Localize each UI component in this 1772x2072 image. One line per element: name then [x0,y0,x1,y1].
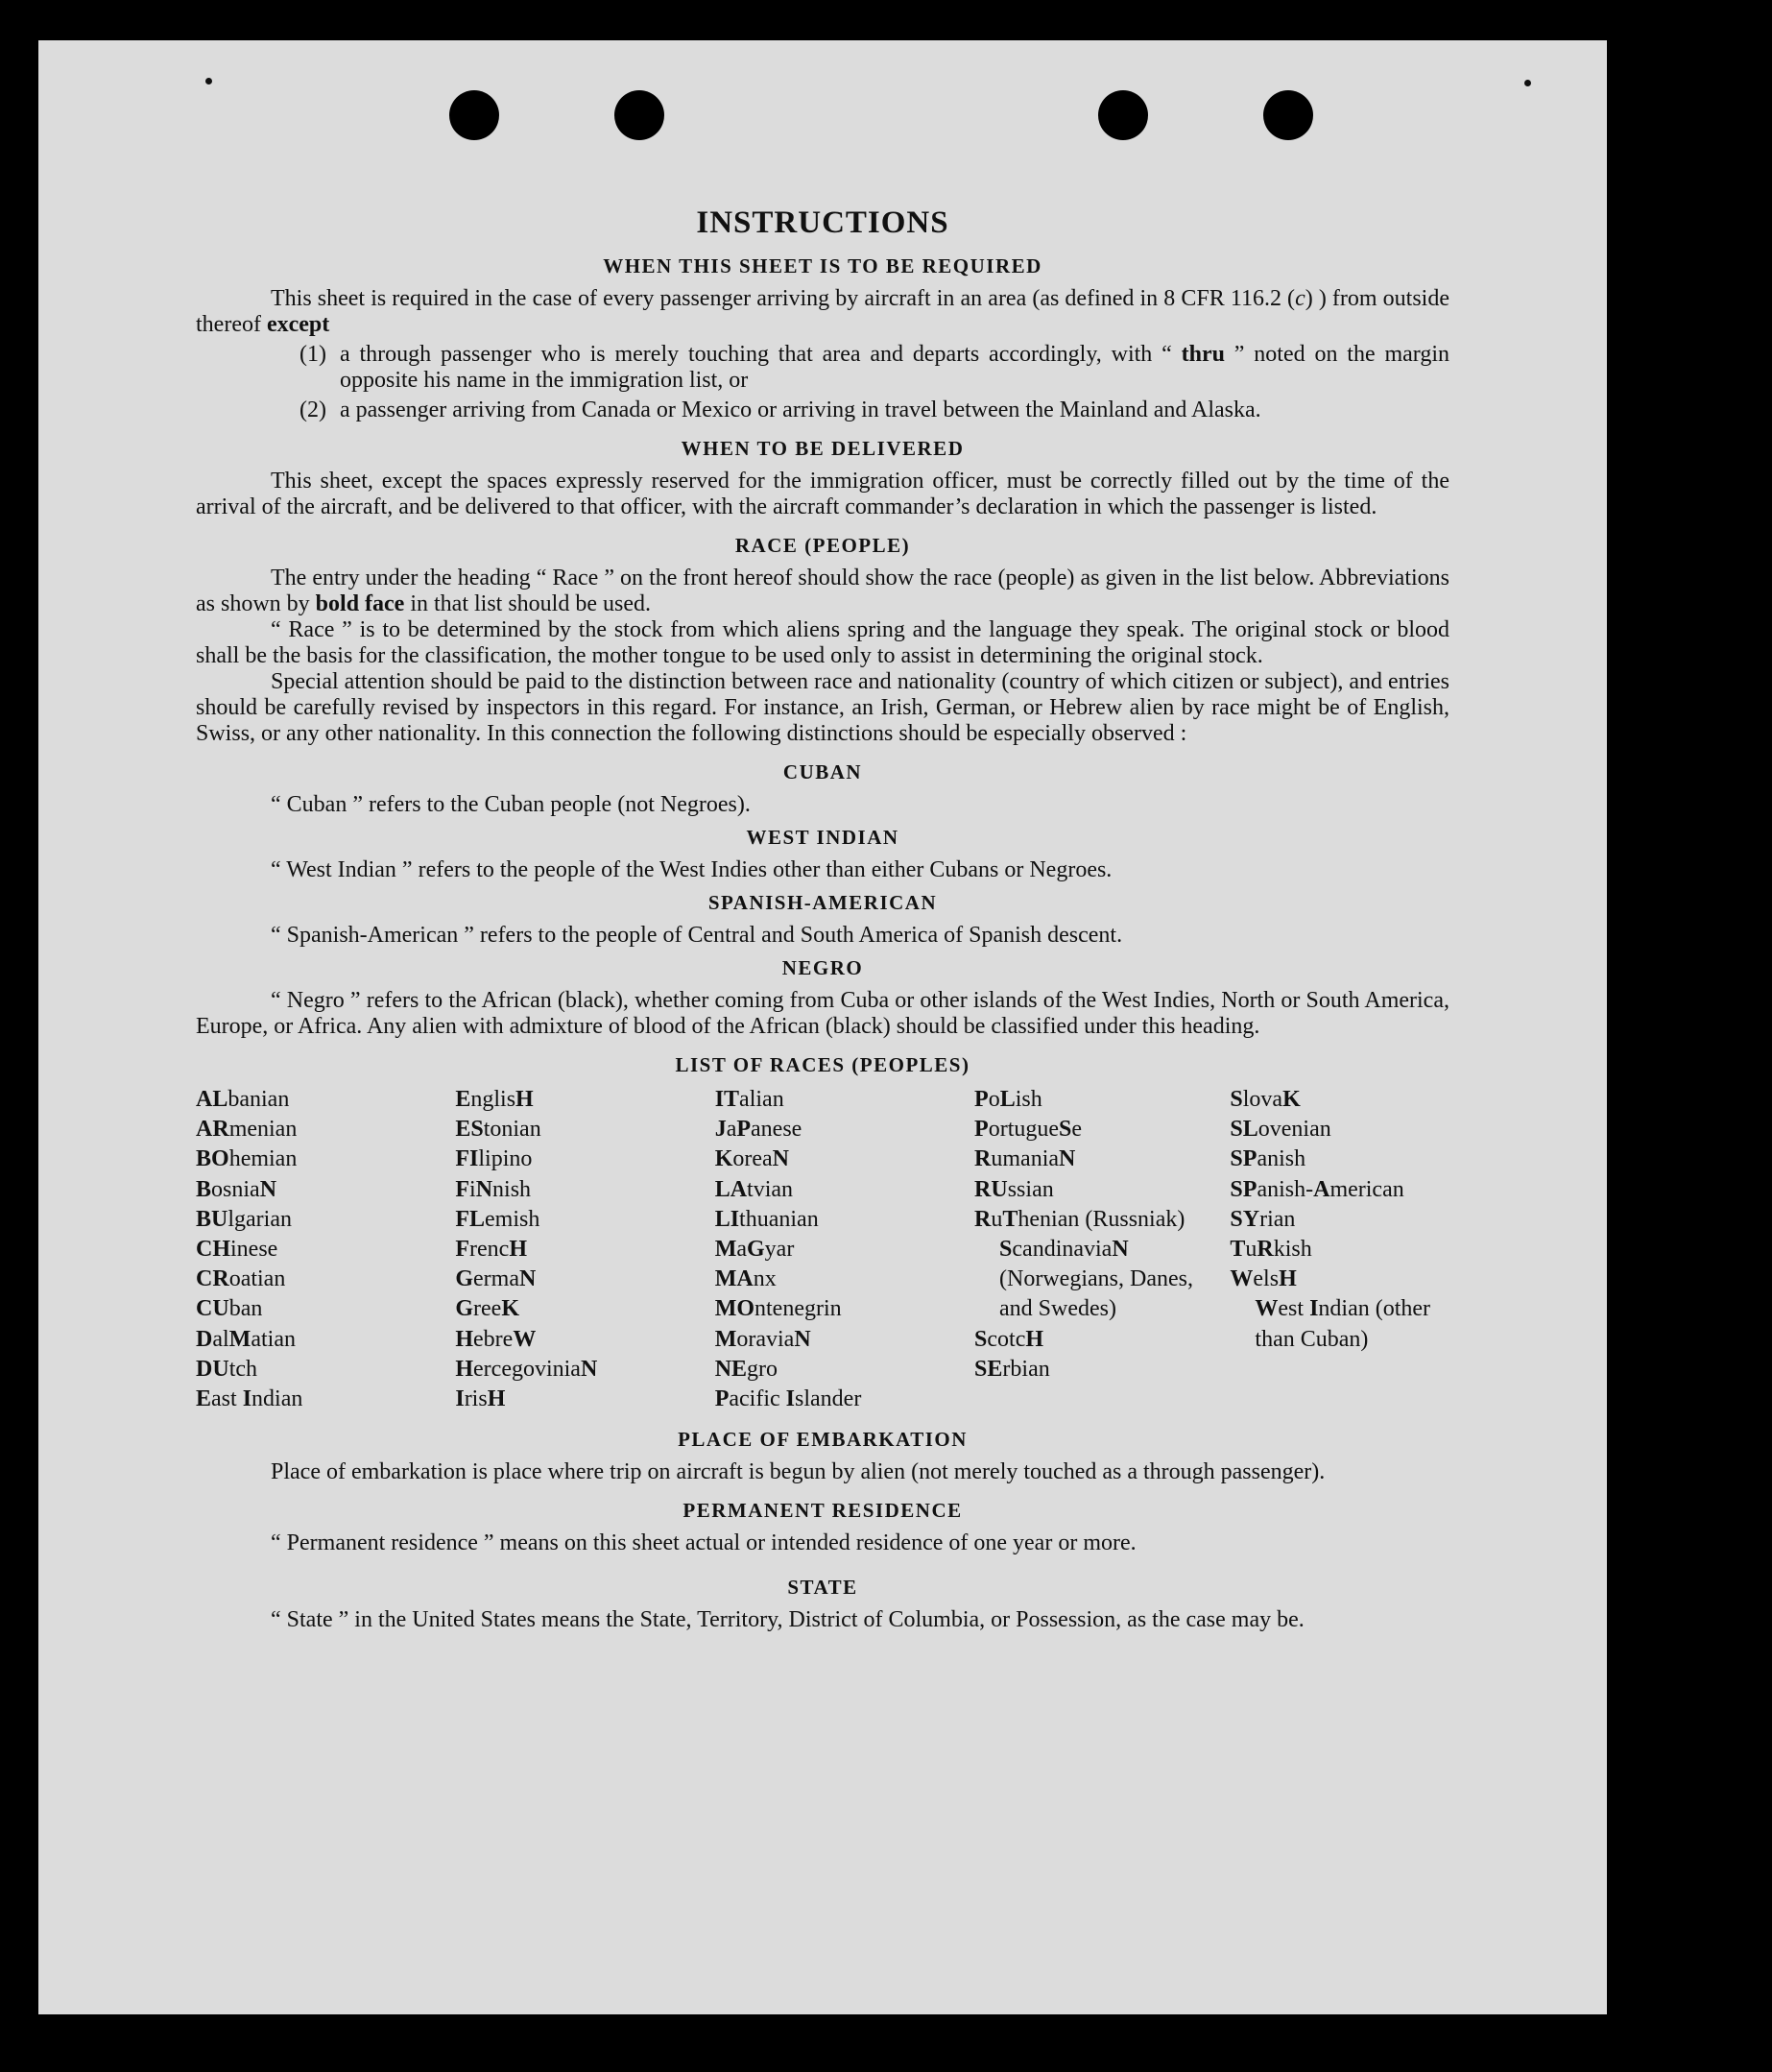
document-page [38,40,1607,2014]
race-item: SYrian [1230,1206,1296,1232]
race-item: MaGyar [714,1237,795,1263]
races-column [455,1085,714,1414]
paragraph: Place of embarkation is place where trip on aircraft is begun by alien (not merely touched as a through passenger). [271,1459,1326,1485]
races-column [196,1085,455,1414]
race-item: West Indian (other than Cuban) [1255,1296,1431,1352]
races-column [715,1085,974,1414]
race-item: DalMatian [196,1326,296,1352]
races-list [196,1085,1449,1414]
paragraph: The entry under the heading “ Race ” on the front hereof should show the race (people) as given in the list below. Abbreviations as shown by bold face in that list should be used. [196,566,1449,616]
list-item: (1) a through passenger who is merely touching that area and departs accordingly, with “ thru ” noted on the margin opposite his name in the immigration list, or [299,342,1450,393]
race-item: HebreW [455,1326,537,1352]
race-item: FIlipino [455,1146,533,1172]
race-item: JaPanese [714,1117,802,1143]
race-item: ALbanian [196,1087,290,1112]
race-item: ITalian [714,1087,784,1112]
race-item: FiNnish [455,1176,532,1202]
section-heading: STATE [787,1576,858,1600]
race-item: GreeK [455,1296,519,1322]
race-item: RUssian [974,1176,1054,1202]
paragraph: This sheet is required in the case of every passenger arriving by aircraft in an area (as defined in 8 CFR 116.2 (c) ) from outside thereof except [196,286,1449,337]
race-item: PoLish [974,1087,1042,1112]
race-item: BOhemian [196,1146,298,1172]
race-item: MAnx [714,1266,777,1292]
race-item: SlovaK [1230,1087,1301,1112]
race-item: NEgro [714,1356,778,1382]
paragraph: “ Negro ” refers to the African (black), whether coming from Cuba or other islands of the West Indies, North or South America, Europe, or Africa. Any alien with admixture of blood of the African (black) should be classified under this heading. [196,988,1449,1039]
punch-hole [449,90,499,140]
race-item: IrisH [455,1386,506,1412]
paragraph: This sheet, except the spaces expressly reserved for the immigration officer, must be correctly filled out by the time of the arrival of the aircraft, and be delivered to that officer, with the aircraft commander’s declaration in which the passenger is listed. [196,469,1449,519]
race-item: TuRkish [1230,1237,1312,1263]
race-item: BosniaN [196,1176,277,1202]
section-heading: WEST INDIAN [746,826,899,849]
speck [1524,80,1531,86]
paragraph: “ State ” in the United States means the State, Territory, District of Columbia, or Possession, as the case may be. [271,1607,1305,1633]
race-item: MoraviaN [714,1326,811,1352]
paragraph: “ Race ” is to be determined by the stock from which aliens spring and the language they speak. The original stock or blood shall be the basis for the classification, the mother tongue to be used only to assist in determining the original stock. [196,617,1449,668]
race-item: KoreaN [714,1146,789,1172]
race-item: ScotcH [974,1326,1044,1352]
paragraph: Special attention should be paid to the distinction between race and nationality (country of which citizen or subject), and entries should be carefully revised by inspectors in this regard. For instance, an Irish, German, or Hebrew alien by race might be of English, Swiss, or any other nationality. In this connection the following distinctions should be especially observed : [196,669,1449,746]
section-heading: WHEN TO BE DELIVERED [681,437,965,460]
race-item: FrencH [455,1237,527,1263]
page-title: INSTRUCTIONS [696,205,949,240]
race-item: SPanish-American [1230,1176,1404,1202]
speck [205,78,212,84]
race-item: SLovenian [1230,1117,1331,1143]
section-heading: RACE (PEOPLE) [734,534,911,557]
race-item: BUlgarian [196,1206,292,1232]
race-item: EnglisH [455,1087,534,1112]
section-heading: PLACE OF EMBARKATION [678,1428,968,1452]
race-item: RuThenian (Russniak) [974,1206,1185,1232]
list-item: (2) a passenger arriving from Canada or Mexico or arriving in travel between the Mainland and Alaska. [299,398,1261,422]
race-item: Pacific Islander [714,1386,862,1412]
section-heading: SPANISH-AMERICAN [707,891,938,914]
race-item: GermaN [455,1266,537,1292]
race-item: FLemish [455,1206,540,1232]
section-heading: PERMANENT RESIDENCE [682,1499,963,1523]
race-item: CUban [196,1296,263,1322]
race-item: EStonian [455,1117,541,1143]
section-heading: CUBAN [782,760,863,783]
races-column [974,1085,1230,1414]
race-item: WelsH [1230,1266,1297,1292]
race-item: SPanish [1230,1146,1306,1172]
race-item: RumaniaN [974,1146,1076,1172]
race-item: LAtvian [714,1176,794,1202]
race-item: SErbian [974,1356,1050,1382]
race-item: East Indian [196,1386,303,1412]
paragraph: “ Cuban ” refers to the Cuban people (not Negroes). [271,792,751,817]
paragraph: “ Permanent residence ” means on this sheet actual or intended residence of one year or more. [271,1530,1137,1556]
section-heading: NEGRO [781,956,864,979]
race-item: ScandinaviaN (Norwegians, Danes, and Swedes) [999,1237,1193,1322]
race-item: PortugueSe [974,1117,1083,1143]
section-heading: WHEN THIS SHEET IS TO BE REQUIRED [603,254,1042,277]
section-heading: LIST OF RACES (PEOPLES) [675,1053,970,1076]
instructions-content [196,163,1449,1633]
race-item: DUtch [196,1356,258,1382]
race-item: HercegoviniaN [455,1356,598,1382]
race-item: LIthuanian [714,1206,819,1232]
race-item: ARmenian [196,1117,298,1143]
punch-hole [614,90,664,140]
paragraph: “ West Indian ” refers to the people of the West Indies other than either Cubans or Negroes. [271,857,1113,882]
races-column [1230,1085,1449,1414]
race-item: CHinese [196,1237,278,1263]
punch-hole [1098,90,1148,140]
race-item: MOntenegrin [714,1296,842,1322]
punch-hole [1263,90,1313,140]
paragraph: “ Spanish-American ” refers to the people of Central and South America of Spanish descent. [271,923,1123,948]
race-item: CRoatian [196,1266,286,1292]
